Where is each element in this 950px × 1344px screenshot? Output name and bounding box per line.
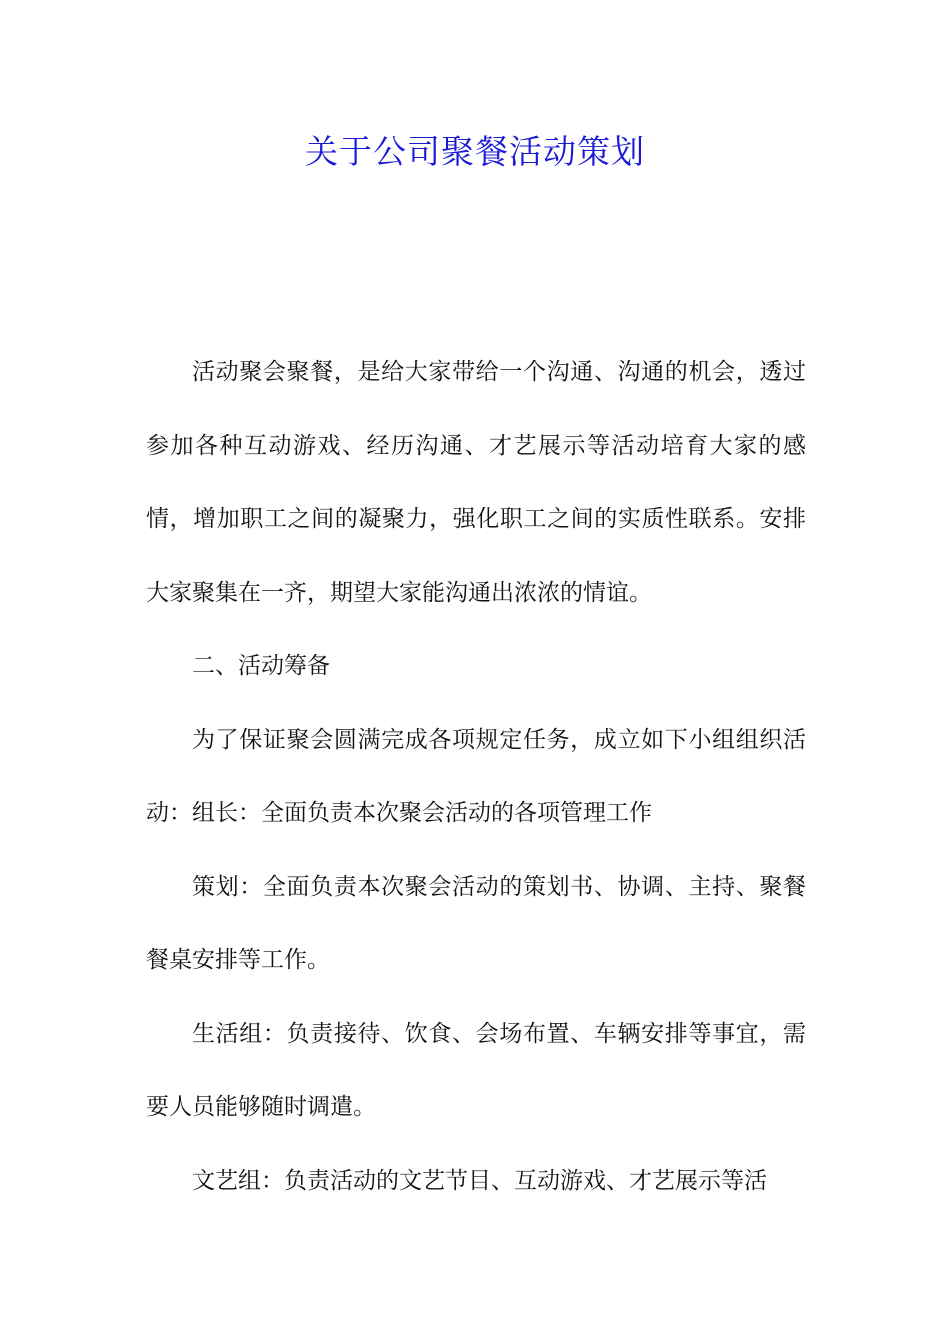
paragraph-arts-group: 文艺组：负责活动的文艺节目、互动游戏、才艺展示等活 [192, 1167, 767, 1194]
paragraph-logistics-group: 生活组：负责接待、饮食、会场布置、车辆安排等事宜，需要人员能够随时调遣。 [146, 1020, 806, 1120]
paragraph-planning: 策划：全面负责本次聚会活动的策划书、协调、主持、聚餐餐桌安排等工作。 [146, 873, 806, 973]
paragraph-team-setup: 为了保证聚会圆满完成各项规定任务，成立如下小组组织活动：组长：全面负责本次聚会活动的各项管理工作 [146, 726, 806, 826]
paragraph-intro: 活动聚会聚餐，是给大家带给一个沟通、沟通的机会，透过参加各种互动游戏、经历沟通、才艺展示等活动培育大家的感情，增加职工之间的凝聚力，强化职工之间的实质性联系。安排大家聚集在一齐，期望大家能沟通出浓浓的情谊。 [146, 359, 806, 606]
document-title: 关于公司聚餐活动策划 [305, 132, 645, 171]
document-body [146, 336, 806, 1218]
section-heading-preparation: 二、活动筹备 [192, 653, 330, 679]
